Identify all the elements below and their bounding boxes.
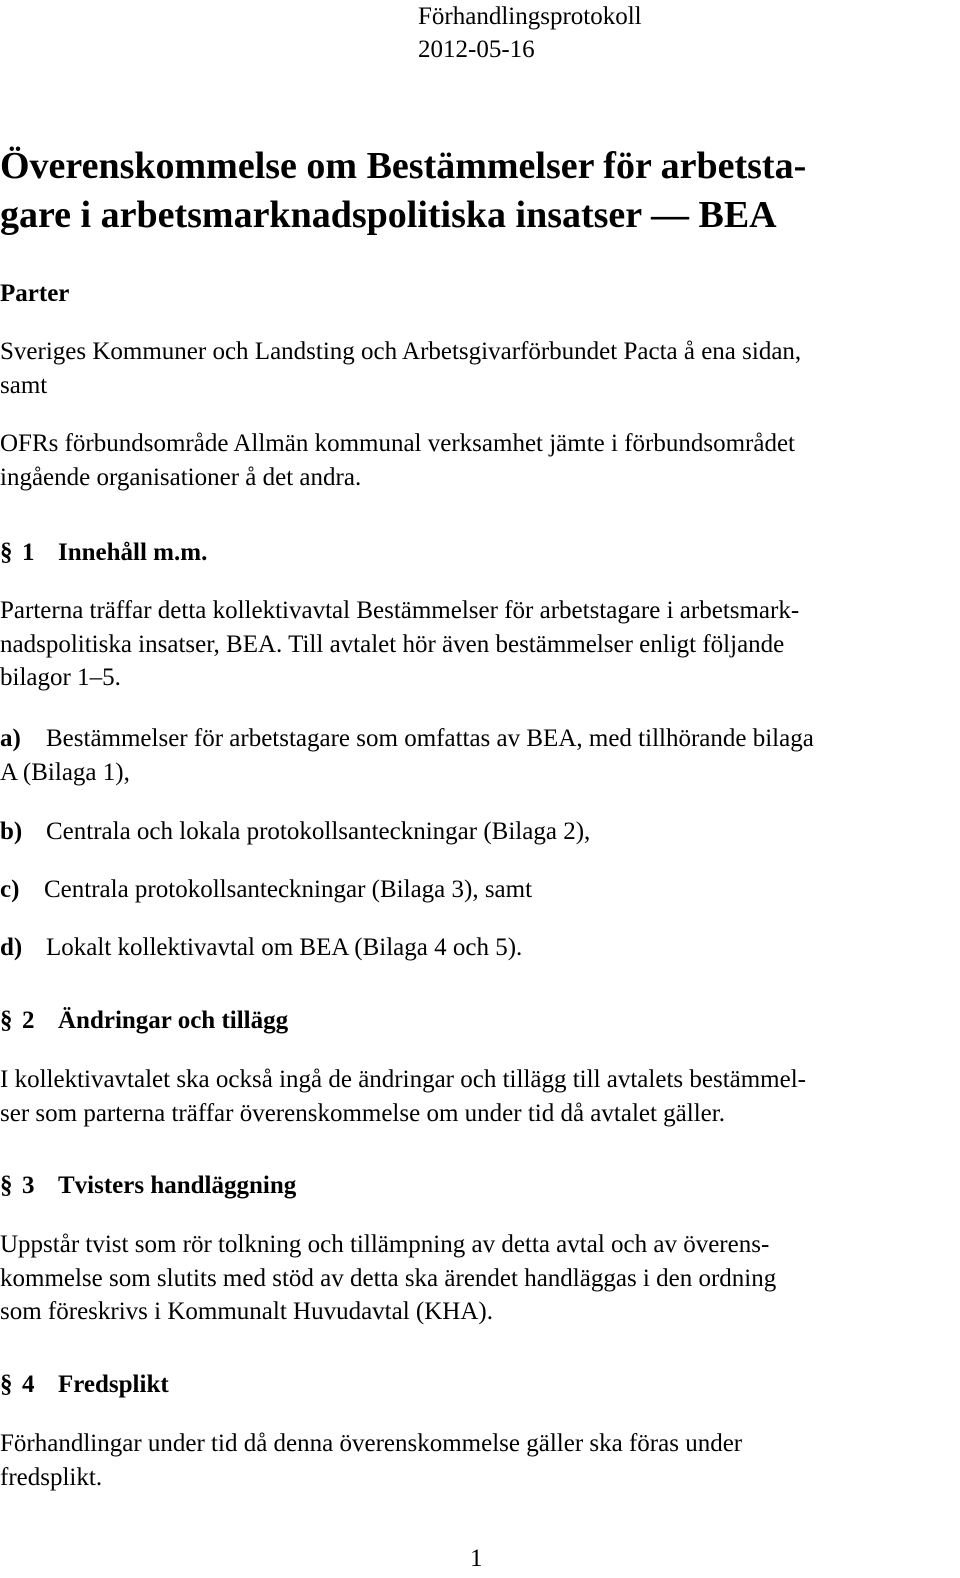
list-item-a-line-1: Bestämmelser för arbetstagare som omfattas av BEA, med tillhörande bilaga: [46, 725, 814, 752]
section-2-body-line-1: I kollektivavtalet ska också ingå de ändringar och tillägg till avtalets bestämmel-: [0, 1066, 806, 1093]
party-1-line-2: samt: [0, 371, 48, 399]
section-number: 2: [22, 1007, 35, 1034]
section-1-heading: [0, 536, 207, 569]
section-3-body-line-1: Uppstår tvist som rör tolkning och tillämpning av detta avtal och av överens-: [0, 1231, 770, 1258]
section-3-body-line-3: som föreskrivs i Kommunalt Huvudavtal (KHA).: [0, 1298, 493, 1325]
doc-type-label: Förhandlingsprotokoll: [418, 3, 642, 30]
section-3-body-line-2: kommelse som slutits med stöd av detta ska ärendet handläggas i den ordning: [0, 1264, 777, 1292]
document-title: [0, 142, 950, 240]
section-1-body-line-2: nadspolitiska insatser, BEA. Till avtalet hör även bestämmelser enligt följande: [0, 630, 785, 658]
list-item-a: [0, 722, 958, 789]
section-number: 3: [22, 1172, 35, 1199]
section-1-body-line-1: Parterna träffar detta kollektivavtal Bestämmelser för arbetstagare i arbetsmark-: [0, 597, 800, 624]
party-2-line-2: ingående organisationer å det andra.: [0, 463, 362, 491]
section-2-heading: [0, 1004, 288, 1037]
section-symbol: §: [0, 539, 13, 566]
parties-heading: Parter: [0, 280, 70, 307]
section-4-body-line-1: Förhandlingar under tid då denna överenskommelse gäller ska föras under: [0, 1430, 743, 1457]
document-header: [418, 0, 642, 66]
section-number: 1: [22, 539, 35, 566]
list-letter-b: b): [0, 818, 23, 845]
list-letter-c: c): [0, 876, 20, 903]
section-title: Ändringar och tillägg: [58, 1007, 289, 1034]
party-2-line-1: OFRs förbundsområde Allmän kommunal verksamhet jämte i förbundsområdet: [0, 430, 795, 457]
section-3-body: [0, 1228, 958, 1329]
section-3-heading: [0, 1169, 296, 1202]
list-item-c: [0, 873, 958, 907]
section-2-body: [0, 1063, 958, 1130]
list-letter-d: d): [0, 934, 23, 961]
section-1-body-line-3: bilagor 1–5.: [0, 664, 121, 691]
list-letter-a: a): [0, 725, 21, 752]
title-line-2: gare i arbetsmarknadspolitiska insatser — BEA: [0, 194, 777, 236]
section-title: Fredsplikt: [58, 1371, 169, 1398]
section-4-body-line-2: fredsplikt.: [0, 1463, 103, 1491]
section-title: Tvisters handläggning: [58, 1172, 297, 1199]
list-item-b-line-1: Centrala och lokala protokollsanteckningar (Bilaga 2),: [46, 818, 591, 845]
list-item-c-line-1: Centrala protokollsanteckningar (Bilaga 3), samt: [44, 876, 533, 903]
section-4-body: [0, 1427, 958, 1494]
list-item-d: [0, 931, 958, 965]
section-4-heading: [0, 1368, 169, 1401]
title-line-1: Överenskommelse om Bestämmelser för arbetsta-: [0, 145, 807, 187]
list-item-d-line-1: Lokalt kollektivavtal om BEA (Bilaga 4 och 5).: [46, 934, 523, 961]
section-symbol: §: [0, 1007, 13, 1034]
party-1-line-1: Sveriges Kommuner och Landsting och Arbetsgivarförbundet Pacta å ena sidan,: [0, 338, 802, 365]
list-item-a-line-2: A (Bilaga 1),: [0, 758, 130, 786]
section-symbol: §: [0, 1172, 13, 1199]
list-item-b: [0, 815, 958, 849]
doc-date: 2012-05-16: [418, 36, 535, 63]
page-number: 1: [470, 1545, 483, 1572]
section-2-body-line-2: ser som parterna träffar överenskommelse om under tid då avtalet gäller.: [0, 1099, 725, 1127]
section-title: Innehåll m.m.: [58, 539, 208, 566]
section-symbol: §: [0, 1371, 13, 1398]
section-1-body: [0, 594, 958, 695]
party-2: [0, 427, 958, 494]
section-number: 4: [22, 1371, 35, 1398]
party-1: [0, 335, 958, 402]
